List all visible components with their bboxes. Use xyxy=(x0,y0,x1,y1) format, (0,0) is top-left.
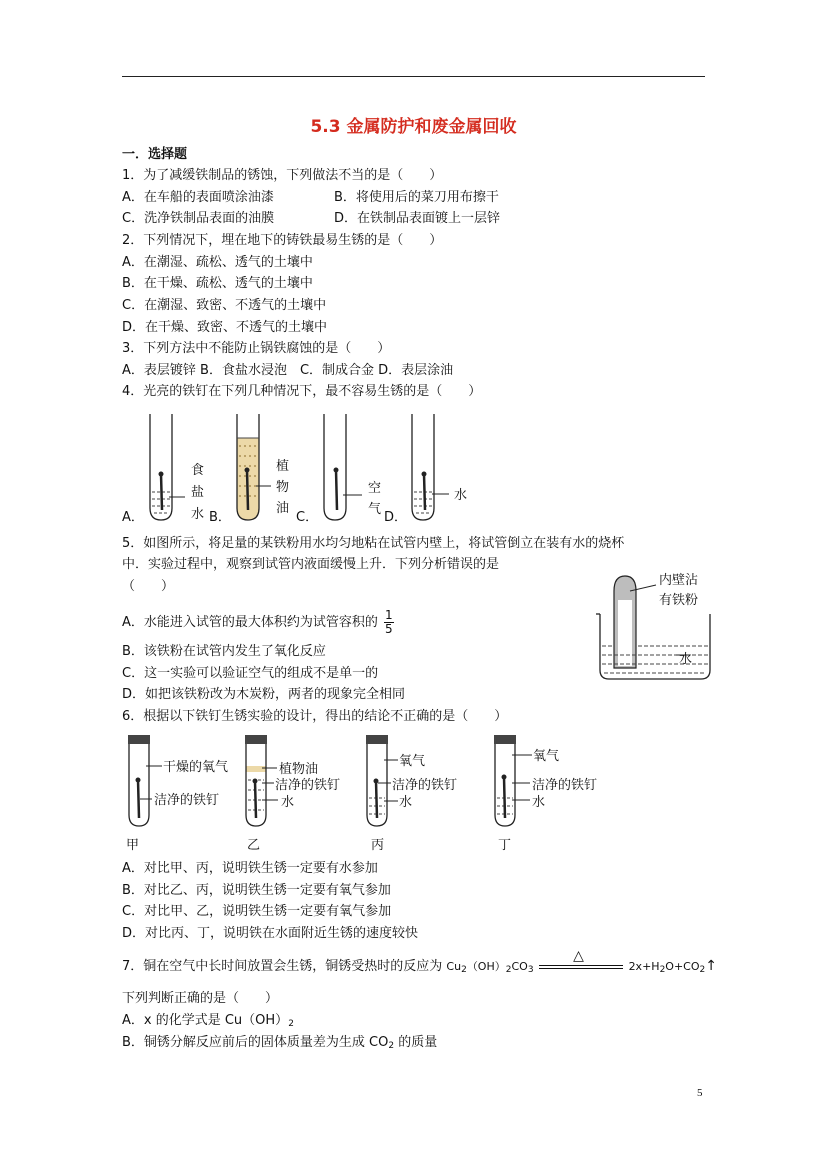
q4-tube-d xyxy=(412,414,467,520)
q6-ding-label-3: 水 xyxy=(532,795,546,810)
q7-line2: 下列判断正确的是（ ） xyxy=(122,991,279,1006)
q7-eq-sub: 2 xyxy=(461,965,467,975)
q7-eq-sub: 2 xyxy=(699,965,706,975)
q4-stem: 4．光亮的铁钉在下列几种情况下，最不容易生锈的是（ ） xyxy=(122,384,482,399)
q5-stem-2: 中．实验过程中，观察到试管内液面缓慢上升．下列分析错误的是 xyxy=(122,557,500,572)
q7-option-b xyxy=(122,1035,437,1054)
q6-ding-label-2: 洁净的铁钉 xyxy=(532,778,598,793)
q6-option-c: C．对比甲、乙，说明铁生锈一定要有氧气参加 xyxy=(122,904,392,919)
q5-figure xyxy=(596,572,710,679)
q6-option-d: D．对比丙、丁，说明铁在水面附近生锈的速度较快 xyxy=(122,926,419,941)
q4-tube-b-label-3: 油 xyxy=(276,501,290,516)
q3-stem: 3．下列方法中不能防止锅铁腐蚀的是（ ） xyxy=(122,341,391,356)
q6-tube-label-bing: 丙 xyxy=(371,838,385,853)
q5-fraction-denominator: 5 xyxy=(385,622,393,636)
q7-eq-sub: 2 xyxy=(505,965,512,975)
q7-eq-line-2 xyxy=(539,968,623,969)
q4-tube-c-label-1: 空 xyxy=(368,481,382,496)
q1-option-d: D．在铁制品表面镀上一层锌 xyxy=(334,211,501,226)
page-number: 5 xyxy=(697,1087,703,1099)
q7-equation xyxy=(446,948,717,975)
q3-options: A．表层镀锌 B．食盐水浸泡 C．制成合金 D．表层涂油 xyxy=(122,363,454,378)
q7-stem xyxy=(122,948,717,978)
q7-equals-sign xyxy=(537,948,625,974)
q7-option-a xyxy=(122,1013,294,1032)
q6-stem: 6．根据以下铁钉生锈实验的设计，得出的结论不正确的是（ ） xyxy=(122,709,508,724)
q2-option-d: D．在干燥、致密、不透气的土壤中 xyxy=(122,320,328,335)
q5-fraction-numerator: 1 xyxy=(385,608,393,622)
q6-ding-label-1: 氧气 xyxy=(533,749,560,764)
q6-tube-label-yi: 乙 xyxy=(247,838,261,853)
page-title: 5.3 金属防护和废金属回收 xyxy=(310,117,517,137)
q4-tube-b xyxy=(237,414,289,520)
q6-tube-label-jia: 甲 xyxy=(126,838,140,853)
q6-jia-label-1: 干燥的氧气 xyxy=(163,760,229,775)
q7-gas-arrow: ↑ xyxy=(705,958,717,974)
q1-option-b: B．将使用后的菜刀用布擦干 xyxy=(334,190,499,205)
q6-bing-label-3: 水 xyxy=(399,795,413,810)
q7-eq-sub: 3 xyxy=(527,965,534,975)
q4-tube-d-label: 水 xyxy=(454,488,468,503)
q7-eq-part: （OH） xyxy=(466,960,506,973)
q5-fig-label-1: 内壁沾 xyxy=(659,573,699,588)
q5-option-d: D．如把该铁粉改为木炭粉，两者的现象完全相同 xyxy=(122,687,406,702)
q4-tube-b-label-1: 植 xyxy=(276,459,290,474)
q5-option-a-text: A．水能进入试管的最大体积约为试管容积的 xyxy=(122,615,378,630)
section-heading: 一．选择题 xyxy=(122,147,188,162)
q7-eq-part: 2x+H xyxy=(628,960,660,973)
q1-option-c: C．洗净铁制品表面的油膜 xyxy=(122,211,275,226)
q7-eq-line-1 xyxy=(539,965,623,966)
q7-eq-part: CO xyxy=(511,960,528,973)
q1-stem: 1．为了减缓铁制品的锈蚀，下列做法不当的是（ ） xyxy=(122,168,443,183)
q2-option-b: B．在干燥、疏松、透气的土壤中 xyxy=(122,276,313,291)
q7-eq-part: Cu xyxy=(446,960,462,973)
q5-option-a xyxy=(122,609,394,636)
q7-option-a-text: A．x 的化学式是 Cu（OH） xyxy=(122,1013,289,1028)
q6-figure xyxy=(128,735,597,826)
q4-label-a: A． xyxy=(122,510,144,525)
q4-tube-a-label-3: 水 xyxy=(191,507,205,522)
q7-option-b-suffix: 的质量 xyxy=(394,1035,438,1050)
q6-yi-label-1: 植物油 xyxy=(279,762,319,777)
q7-eq-part: O+CO xyxy=(665,960,700,973)
q7-eq-sub: 2 xyxy=(659,965,666,975)
q2-stem: 2．下列情况下，埋在地下的铸铁最易生锈的是（ ） xyxy=(122,233,443,248)
q4-tube-c xyxy=(324,414,381,520)
q2-option-a: A．在潮湿、疏松、透气的土壤中 xyxy=(122,255,313,270)
q4-tube-a-label-2: 盐 xyxy=(191,485,205,500)
q7-option-b-text: B．铜锈分解反应前后的固体质量差为生成 CO xyxy=(122,1035,389,1050)
q5-option-c: C．这一实验可以验证空气的组成不是单一的 xyxy=(122,666,379,681)
q6-yi-label-2: 洁净的铁钉 xyxy=(275,778,341,793)
q6-bing-label-1: 氧气 xyxy=(399,754,426,769)
q5-stem-3: （ ） xyxy=(122,579,175,594)
q6-tube-label-ding: 丁 xyxy=(498,838,512,853)
q4-tube-c-label-2: 气 xyxy=(368,502,382,517)
q7-heat-triangle: △ xyxy=(573,948,584,964)
q6-option-a: A．对比甲、丙，说明铁生锈一定要有水参加 xyxy=(122,861,378,876)
q7-option-b-sub: 2 xyxy=(388,1041,395,1051)
q4-label-b: B． xyxy=(209,510,231,525)
q4-tube-b-label-2: 物 xyxy=(276,480,290,495)
q4-label-c: C． xyxy=(296,510,319,525)
q5-fig-water: 水 xyxy=(679,652,693,667)
q5-fig-label-2: 有铁粉 xyxy=(659,593,699,608)
q4-label-d: D． xyxy=(384,510,408,525)
q5-stem-1: 5．如图所示，将足量的某铁粉用水均匀地粘在试管内壁上，将试管倒立在装有水的烧杯 xyxy=(122,536,625,551)
q6-bing-label-2: 洁净的铁钉 xyxy=(392,778,458,793)
q1-option-a: A．在车船的表面喷涂油漆 xyxy=(122,190,274,205)
q2-option-c: C．在潮湿、致密、不透气的土壤中 xyxy=(122,298,327,313)
q4-tube-a-label-1: 食 xyxy=(191,463,205,478)
q7-option-a-sub: 2 xyxy=(288,1019,294,1029)
q7-stem-text: 7．铜在空气中长时间放置会生锈，铜锈受热时的反应为 xyxy=(122,959,443,974)
q5-fraction xyxy=(384,609,394,636)
q5-option-b: B．该铁粉在试管内发生了氧化反应 xyxy=(122,644,326,659)
q6-option-b: B．对比乙、丙，说明铁生锈一定要有氧气参加 xyxy=(122,883,391,898)
q4-tube-a xyxy=(150,414,204,522)
q6-yi-label-3: 水 xyxy=(281,795,295,810)
q6-jia-label-2: 洁净的铁钉 xyxy=(154,793,220,808)
